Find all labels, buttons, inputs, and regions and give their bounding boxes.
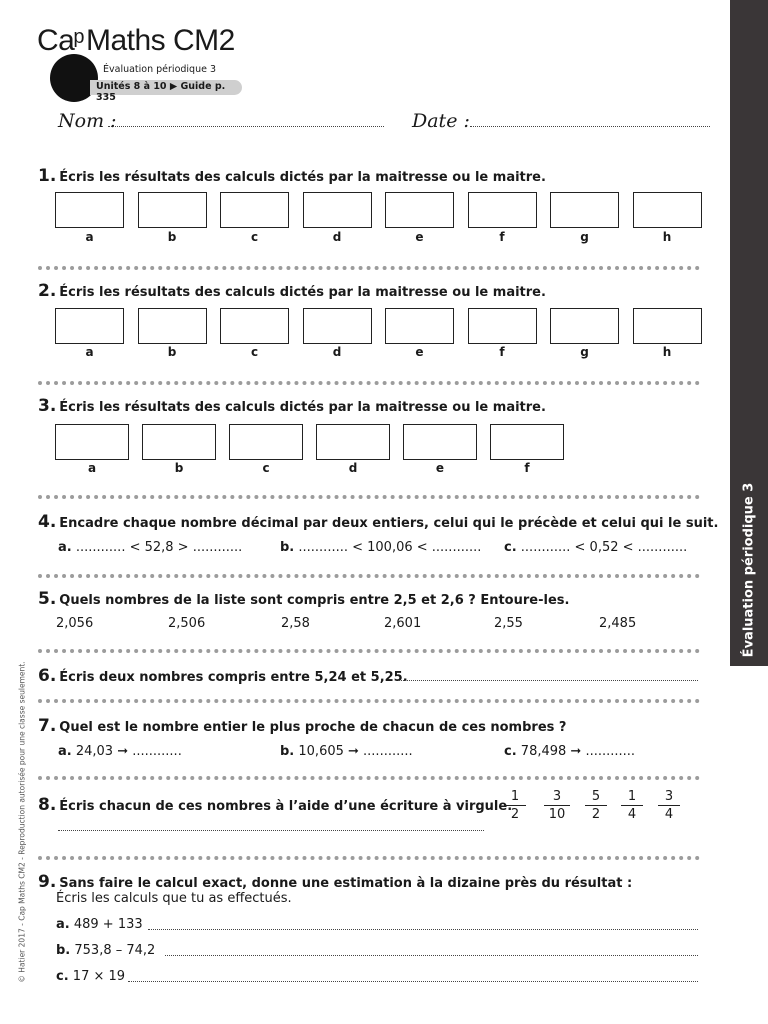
name-field[interactable] [108, 126, 384, 127]
exercise-1-answer-box-d[interactable] [303, 192, 372, 228]
number-option[interactable]: 2,601 [384, 616, 422, 631]
exercise-1-answer-box-b[interactable] [138, 192, 207, 228]
exercise-1-answer-box-a[interactable] [55, 192, 124, 228]
exercise-2-box-label: g [580, 345, 589, 359]
exercise-8-answer-line[interactable] [58, 830, 484, 831]
date-field[interactable] [470, 126, 710, 127]
exercise-3-answer-box-b[interactable] [142, 424, 216, 460]
exercise-4-item-c[interactable]: c. ............ < 0,52 < ............ [504, 540, 688, 555]
exercise-4-item-b[interactable]: b. ............ < 100,06 < ............ [280, 540, 482, 555]
exercise-2-box-label: b [167, 345, 177, 359]
separator [38, 266, 700, 270]
exercise-3-answer-box-e[interactable] [403, 424, 477, 460]
sidebar-label: Évaluation périodique 3 [741, 482, 757, 658]
exercise-3-answer-box-a[interactable] [55, 424, 129, 460]
exercise-1-box-label: f [499, 230, 505, 244]
number-option[interactable]: 2,056 [56, 616, 94, 631]
exercise-6-answer-line[interactable] [398, 680, 698, 681]
exercise-2-answer-box-b[interactable] [138, 308, 207, 344]
exercise-3-answer-box-f[interactable] [490, 424, 564, 460]
exercise-1-box-label: h [662, 230, 672, 244]
brand-logo: Ca$^p$Maths CM2 [37, 24, 235, 57]
number-option[interactable]: 2,485 [599, 616, 637, 631]
exercise-9-instruction: Écris les calculs que tu as effectués. [56, 891, 292, 906]
exercise-3-answer-box-d[interactable] [316, 424, 390, 460]
exercise-4-title: 4. Encadre chaque nombre décimal par deux entiers, celui qui le précède et celui qui le suit. [38, 512, 719, 532]
exercise-5-title: 5. Quels nombres de la liste sont compris entre 2,5 et 2,6 ? Entoure-les. [38, 589, 570, 609]
separator [38, 381, 700, 385]
exercise-2-answer-box-f[interactable] [468, 308, 537, 344]
exercise-9-answer-a[interactable] [148, 929, 698, 930]
exercise-3-title: 3. Écris les résultats des calculs dictés par la maitresse ou le maitre. [38, 396, 546, 416]
exercise-2-box-label: h [662, 345, 672, 359]
exercise-6-title: 6. Écris deux nombres compris entre 5,24 et 5,25. [38, 666, 408, 686]
exercise-3-box-label: b [174, 461, 184, 475]
exercise-3-box-label: c [262, 461, 270, 475]
exercise-2-answer-box-h[interactable] [633, 308, 702, 344]
exercise-7-title: 7. Quel est le nombre entier le plus proche de chacun de ces nombres ? [38, 716, 567, 736]
exercise-2-answer-box-c[interactable] [220, 308, 289, 344]
number-option[interactable]: 2,58 [281, 616, 310, 631]
exercise-1-answer-box-g[interactable] [550, 192, 619, 228]
exercise-1-box-label: a [85, 230, 94, 244]
exercise-9-answer-b[interactable] [165, 955, 698, 956]
exercise-1-box-label: d [332, 230, 342, 244]
exercise-2-title: 2. Écris les résultats des calculs dictés par la maitresse ou le maitre. [38, 281, 546, 301]
exercise-2-answer-box-a[interactable] [55, 308, 124, 344]
exercise-2-box-label: c [250, 345, 259, 359]
exercise-1-box-label: e [415, 230, 424, 244]
fraction: $\frac{3}{10}$ [544, 789, 570, 822]
exercise-2-box-label: e [415, 345, 424, 359]
exercise-1-answer-box-f[interactable] [468, 192, 537, 228]
fraction: $\frac{3}{4}$ [658, 789, 680, 822]
exercise-9-title: 9. Sans faire le calcul exact, donne une estimation à la dizaine près du résultat : [38, 872, 633, 892]
exercise-7-item-b[interactable]: b. 10,605 ➞ ............ [280, 744, 413, 759]
separator [38, 574, 700, 578]
exercise-7-item-a[interactable]: a. 24,03 ➞ ............ [58, 744, 182, 759]
exercise-1-answer-box-h[interactable] [633, 192, 702, 228]
separator [38, 495, 700, 499]
fraction: $\frac{1}{2}$ [504, 789, 526, 822]
evaluation-subtitle: Évaluation périodique 3 [103, 64, 217, 75]
number-option[interactable]: 2,506 [168, 616, 206, 631]
exercise-9-item-a: a. 489 + 133 [56, 917, 143, 932]
copyright-notice: © Hatier 2017 - Cap Maths CM2 - Reproduction autorisée pour une classe seulement. [17, 661, 27, 983]
separator [38, 699, 700, 703]
separator [38, 856, 700, 860]
separator [38, 776, 700, 780]
exercise-3-box-label: e [435, 461, 445, 475]
exercise-1-box-label: b [167, 230, 177, 244]
units-ribbon: Unités 8 à 10 ▶ Guide p. 335 [90, 80, 242, 95]
exercise-2-answer-box-e[interactable] [385, 308, 454, 344]
exercise-2-answer-box-g[interactable] [550, 308, 619, 344]
exercise-2-box-label: a [85, 345, 94, 359]
exercise-7-item-c[interactable]: c. 78,498 ➞ ............ [504, 744, 636, 759]
exercise-9-item-b: b. 753,8 – 74,2 [56, 943, 156, 958]
exercise-3-box-label: f [524, 461, 530, 475]
separator [38, 649, 700, 653]
exercise-1-box-label: g [580, 230, 589, 244]
exercise-2-box-label: d [332, 345, 342, 359]
exercise-3-box-label: d [348, 461, 358, 475]
exercise-9-item-c: c. 17 × 19 [56, 969, 126, 984]
fraction: $\frac{1}{4}$ [621, 789, 643, 822]
exercise-1-answer-box-c[interactable] [220, 192, 289, 228]
exercise-1-box-label: c [250, 230, 259, 244]
exercise-3-answer-box-c[interactable] [229, 424, 303, 460]
exercise-4-item-a[interactable]: a. ............ < 52,8 > ............ [58, 540, 243, 555]
exercise-8-title: 8. Écris chacun de ces nombres à l’aide d’une écriture à virgule. [38, 795, 513, 815]
number-option[interactable]: 2,55 [494, 616, 523, 631]
exercise-9-answer-c[interactable] [128, 981, 698, 982]
date-label: Date : [412, 110, 470, 132]
name-label: Nom : [58, 110, 117, 132]
exercise-3-box-label: a [87, 461, 97, 475]
exercise-1-answer-box-e[interactable] [385, 192, 454, 228]
exercise-2-answer-box-d[interactable] [303, 308, 372, 344]
exercise-2-box-label: f [499, 345, 505, 359]
fraction: $\frac{5}{2}$ [585, 789, 607, 822]
exercise-1-title: 1. Écris les résultats des calculs dictés par la maitresse ou le maitre. [38, 166, 546, 186]
